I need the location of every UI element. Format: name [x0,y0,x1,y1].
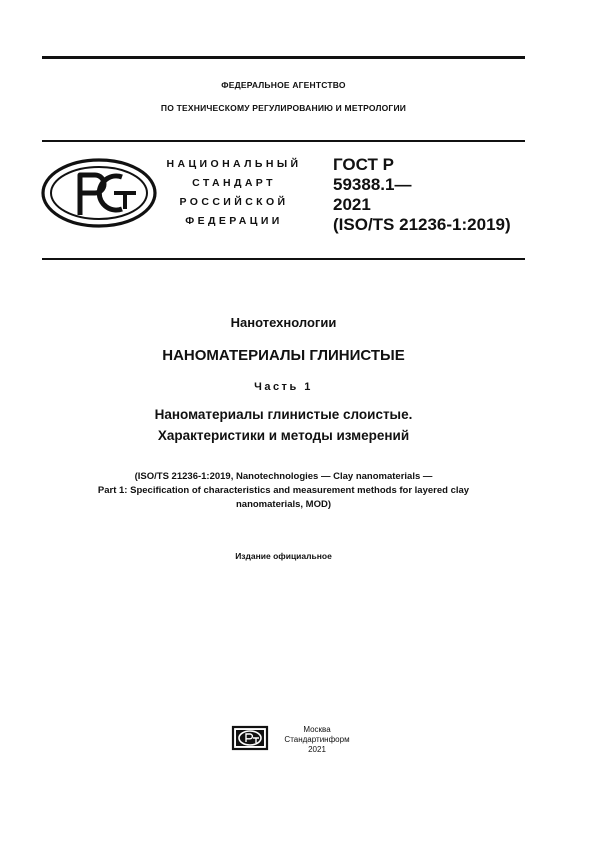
publisher-line: 2021 [308,745,326,754]
standard-label-line: НАЦИОНАЛЬНЫЙ [166,158,302,170]
standard-code [333,155,511,235]
publisher-line: Стандартинформ [284,735,350,744]
gost-logo-icon [40,157,158,229]
subtitle-line: Наноматериалы глинистые слоистые. [154,407,413,422]
standard-code-line: ГОСТ Р [333,155,394,174]
edition-label: Издание официальное [235,551,332,561]
standard-code-line: 2021 [333,195,371,214]
standard-label [160,155,308,231]
agency-line-1: ФЕДЕРАЛЬНОЕ АГЕНТСТВО [221,80,346,90]
header-rule [42,140,525,142]
agency-line-2: ПО ТЕХНИЧЕСКОМУ РЕГУЛИРОВАНИЮ И МЕТРОЛОГИИ [160,103,407,113]
original-reference-line: nanomaterials, MOD) [235,499,332,510]
original-reference-line: Part 1: Specification of characteristics and measurement methods for layered clay [97,485,470,496]
standard-rule [42,258,525,260]
top-rule [42,56,525,59]
standard-label-line: СТАНДАРТ [192,177,276,189]
main-title: НАНОМАТЕРИАЛЫ ГЛИНИСТЫЕ [162,347,405,364]
publisher-line: Москва [303,725,331,734]
standard-code-line: 59388.1— [333,175,412,194]
standard-label-line: РОССИЙСКОЙ [179,196,289,208]
standard-label-line: ФЕДЕРАЦИИ [185,215,283,227]
part-label: Часть 1 [254,381,313,393]
publisher-info [274,725,360,755]
publisher-logo-icon [230,723,270,753]
standard-code-line: (ISO/TS 21236-1:2019) [333,215,511,234]
original-reference-line: (ISO/TS 21236-1:2019, Nanotechnologies — Clay nanomaterials — [134,471,433,482]
topic-title: Нанотехнологии [230,315,337,330]
original-reference [42,470,525,512]
subtitle-line: Характеристики и методы измерений [157,428,410,443]
